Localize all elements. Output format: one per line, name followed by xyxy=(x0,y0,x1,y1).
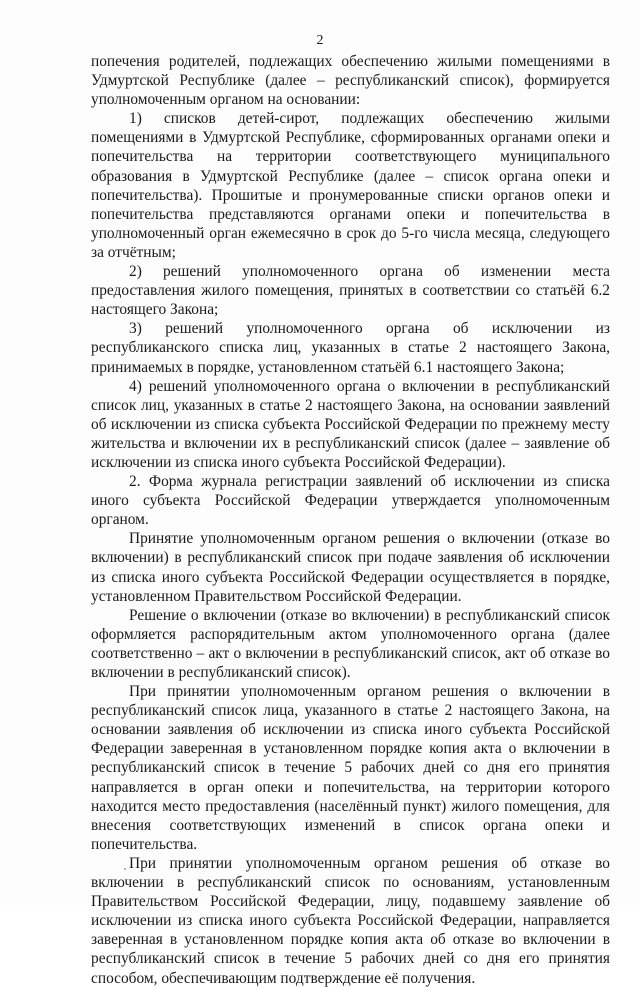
paragraph-decision-form: Решение о включении (отказе во включении) в республиканский список оформляется распорядительным актом уполномоченного органа (далее соответственно – акт о включении в республиканский список, акт об отказе во включении в республиканский список). xyxy=(91,606,610,681)
paragraph-item-2: 2) решений уполномоченного органа об изменении места предоставления жилого помещения, принятых в соответствии со статьёй 6.2 настоящего Закона; xyxy=(91,263,610,319)
paragraph-part-2: 2. Форма журнала регистрации заявлений об исключении из списка иного субъекта Российской Федерации утверждается уполномоченным органом. xyxy=(91,473,610,529)
paragraph-item-1: 1) списков детей-сирот, подлежащих обеспечению жилыми помещениями в Удмуртской Республике, сформированных органами опеки и попечительства на территории соответствующего муниципального образования в Удмуртской Республике (далее – список органа опеки и попечительства). Прошитые и пронумерованные списки органов опеки и попечительства представляются органами опеки и попечительства в уполномоченный орган ежемесячно в срок до 5-го числа месяца, следующего за отчётным; xyxy=(91,110,610,261)
paragraph-continuation: попечения родителей, подлежащих обеспечению жилыми помещениями в Удмуртской Республике (далее – республиканский список), формируется уполномоченным органом на основании: xyxy=(91,53,610,109)
page-number: 2 xyxy=(316,33,324,48)
paragraph-refusal-copy: При принятии уполномоченным органом решения об отказе во включении в республиканский список по основаниям, установленным Правительством Российской Федерации, лицу, подавшему заявление об исключении из списка иного субъекта Российской Федерации, направляется заверенная в установленном порядке копия акта об отказе во включении в республиканский список в течение 5 рабочих дней со дня его принятия способом, обеспечивающим подтверждение её получения. xyxy=(91,854,610,987)
scan-speck xyxy=(124,868,126,870)
paragraph-item-4: 4) решений уполномоченного органа о включении в республиканский список лиц, указанных в статье 2 настоящего Закона, на основании заявлений об исключении из списка субъекта Российской Федерации по прежнему месту жительства и включении их в республиканский список (далее – заявление об исключении из списка иного субъекта Российской Федерации). xyxy=(91,377,610,471)
paragraph-inclusion-copy: При принятии уполномоченным органом решения о включении в республиканский список лица, указанного в статье 2 настоящего Закона, на основании заявления об исключении из списка иного субъекта Российской Федерации заверенная в установленном порядке копия акта о включении в республиканский список в течение 5 рабочих дней со дня его принятия направляется в орган опеки и попечительства, на территории которого находится место предоставления (населённый пункт) жилого помещения, для внесения соответствующих изменений в список органа опеки и попечительства. xyxy=(91,683,610,853)
document-body xyxy=(91,52,610,988)
paragraph-decision-procedure: Принятие уполномоченным органом решения о включении (отказе во включении) в республиканский список при подаче заявления об исключении из списка иного субъекта Российской Федерации осуществляется в порядке, установленном Правительством Российской Федерации. xyxy=(91,530,610,605)
paragraph-item-3: 3) решений уполномоченного органа об исключении из республиканского списка лиц, указанных в статье 2 настоящего Закона, принимаемых в порядке, установленном статьёй 6.1 настоящего Закона; xyxy=(91,320,610,376)
